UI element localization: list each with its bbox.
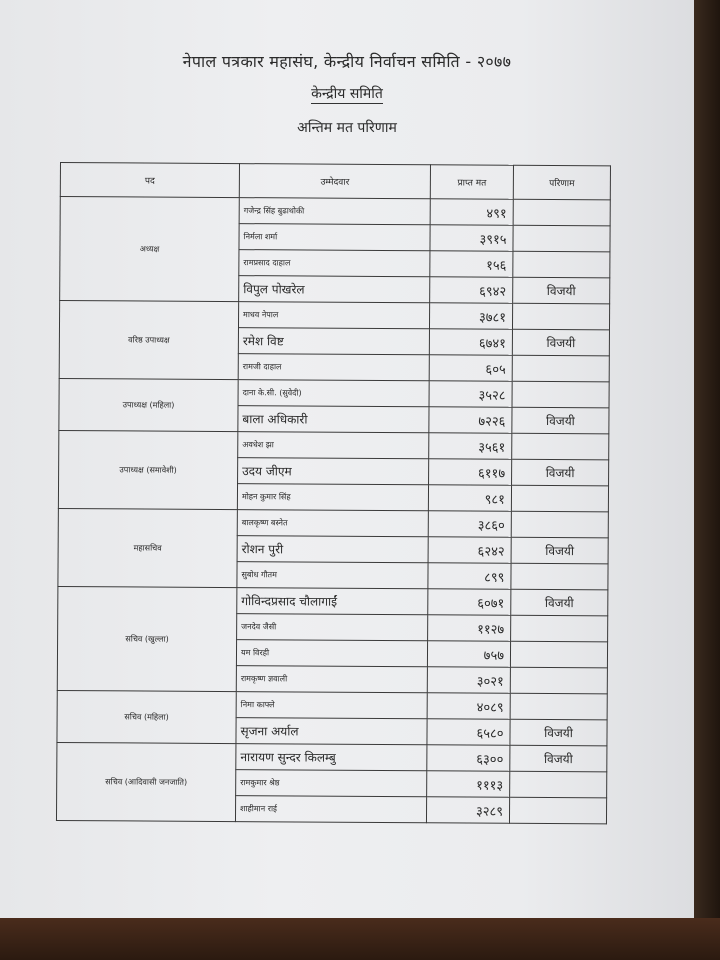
candidate-cell: अवधेश झा	[238, 432, 429, 459]
votes-cell: ११२७	[428, 615, 511, 642]
candidate-cell: बालकृष्ण बस्नेत	[237, 510, 428, 537]
votes-cell: ६३००	[427, 745, 510, 772]
candidate-cell: नारायण सुन्दर किलम्बु	[236, 744, 427, 771]
result-cell: विजयी	[511, 537, 608, 564]
votes-cell: ६७४१	[429, 329, 512, 356]
votes-cell: १५६	[430, 251, 513, 278]
result-cell	[513, 199, 610, 226]
table-row	[57, 690, 607, 719]
votes-cell: ६११७	[429, 459, 512, 486]
post-cell: अध्यक्ष	[60, 197, 240, 302]
votes-cell: ३९१५	[430, 225, 513, 252]
result-cell	[511, 563, 608, 590]
result-cell: विजयी	[512, 459, 609, 486]
result-cell	[511, 511, 608, 538]
result-cell	[513, 225, 610, 252]
result-cell	[512, 303, 609, 330]
votes-cell: ३७८१	[429, 303, 512, 330]
post-cell: वरिष्ठ उपाध्यक्ष	[59, 301, 238, 380]
result-cell: विजयी	[511, 589, 608, 616]
background-edge-right	[694, 0, 720, 918]
votes-cell: ४०८९	[427, 693, 510, 720]
result-cell	[511, 485, 608, 512]
votes-cell: ३५२८	[429, 381, 512, 408]
votes-cell: ३५६१	[429, 433, 512, 460]
table-row	[60, 197, 610, 226]
post-cell: सचिव (खुल्ला)	[57, 586, 237, 691]
result-cell: विजयी	[512, 329, 609, 356]
result-cell	[510, 667, 607, 694]
votes-cell: ६०७१	[428, 589, 511, 616]
result-cell	[509, 797, 606, 824]
votes-cell: ७५७	[427, 641, 510, 668]
candidate-cell: रमेश विष्ट	[238, 328, 429, 355]
result-cell	[513, 251, 610, 278]
candidate-cell: रामकृष्ण ज्ञवाली	[236, 666, 427, 693]
candidate-cell: विपुल पोखरेल	[239, 276, 430, 303]
candidate-cell: रामजी दाहाल	[238, 354, 429, 381]
results-table	[56, 162, 611, 824]
result-cell: विजयी	[512, 407, 609, 434]
table-row	[58, 508, 608, 537]
result-cell	[510, 693, 607, 720]
candidate-cell: दाना के.सी. (सुवेदी)	[238, 380, 429, 407]
votes-cell: ३८६०	[428, 511, 511, 538]
candidate-cell: माधव नेपाल	[238, 302, 429, 329]
result-cell	[512, 381, 609, 408]
header-votes: प्राप्त मत	[430, 165, 513, 200]
candidate-cell: गजेन्द्र सिंह बुढाथोकी	[239, 198, 430, 225]
subtitle-text: केन्द्रीय समिति	[311, 86, 383, 102]
result-cell	[511, 615, 608, 642]
votes-cell: ६२४२	[428, 537, 511, 564]
post-cell: उपाध्यक्ष (महिला)	[59, 378, 238, 431]
candidate-cell: जनदेव जैसी	[237, 614, 428, 641]
result-cell	[512, 433, 609, 460]
document-title: नेपाल पत्रकार महासंघ, केन्द्रीय निर्वाचन समिति - २०७७	[182, 52, 512, 71]
table-row	[59, 378, 609, 407]
votes-cell: ८९९	[428, 563, 511, 590]
post-cell: महासचिव	[58, 508, 237, 587]
results-heading: अन्तिम मत परिणाम	[297, 120, 397, 136]
candidate-cell: शाहीमान राई	[235, 796, 426, 823]
candidate-cell: बाला अधिकारी	[238, 406, 429, 433]
results-body	[56, 197, 610, 824]
votes-cell: १११३	[427, 771, 510, 798]
candidate-cell: गोविन्दप्रसाद चौलागाईं	[237, 588, 428, 615]
candidate-cell: सृजना अर्याल	[236, 718, 427, 745]
candidate-cell: मोहन कुमार सिंह	[237, 484, 428, 511]
result-cell: विजयी	[510, 745, 607, 772]
post-cell: उपाध्यक्ष (समावेशी)	[58, 430, 237, 509]
votes-cell: ३२८९	[426, 797, 509, 824]
votes-cell: ३०२१	[427, 667, 510, 694]
table-header-row	[60, 163, 610, 200]
votes-cell: ४९१	[430, 199, 513, 226]
votes-cell: ६५८०	[427, 719, 510, 746]
background-edge-bottom	[0, 918, 720, 960]
result-cell	[510, 771, 607, 798]
votes-cell: ६९४२	[430, 277, 513, 304]
header-post: पद	[60, 163, 239, 198]
table-row	[59, 301, 609, 330]
result-cell: विजयी	[510, 719, 607, 746]
document-subtitle	[0, 84, 694, 103]
result-cell	[510, 641, 607, 668]
candidate-cell: रोशन पुरी	[237, 536, 428, 563]
table-row	[59, 430, 609, 459]
candidate-cell: रामकुमार श्रेष्ठ	[236, 770, 427, 797]
candidate-cell: सुबोध गौतम	[237, 562, 428, 589]
post-cell: सचिव (आदिवासी जनजाति)	[56, 742, 235, 821]
result-cell: विजयी	[513, 277, 610, 304]
table-row	[57, 742, 607, 771]
candidate-cell: यम विरही	[236, 640, 427, 667]
candidate-cell: निमा काफ्ले	[236, 692, 427, 719]
post-cell: सचिव (महिला)	[57, 690, 236, 743]
candidate-cell: निर्मला शर्मा	[239, 224, 430, 251]
votes-cell: ७२२६	[429, 407, 512, 434]
candidate-cell: रामप्रसाद दाहाल	[239, 250, 430, 277]
result-cell	[512, 355, 609, 382]
table-row	[58, 586, 608, 615]
votes-cell: ६०५	[429, 355, 512, 382]
header-candidate: उम्मेदवार	[239, 164, 430, 199]
candidate-cell: उदय जीएम	[238, 458, 429, 485]
header-result: परिणाम	[513, 165, 610, 200]
votes-cell: ९८१	[428, 485, 511, 512]
